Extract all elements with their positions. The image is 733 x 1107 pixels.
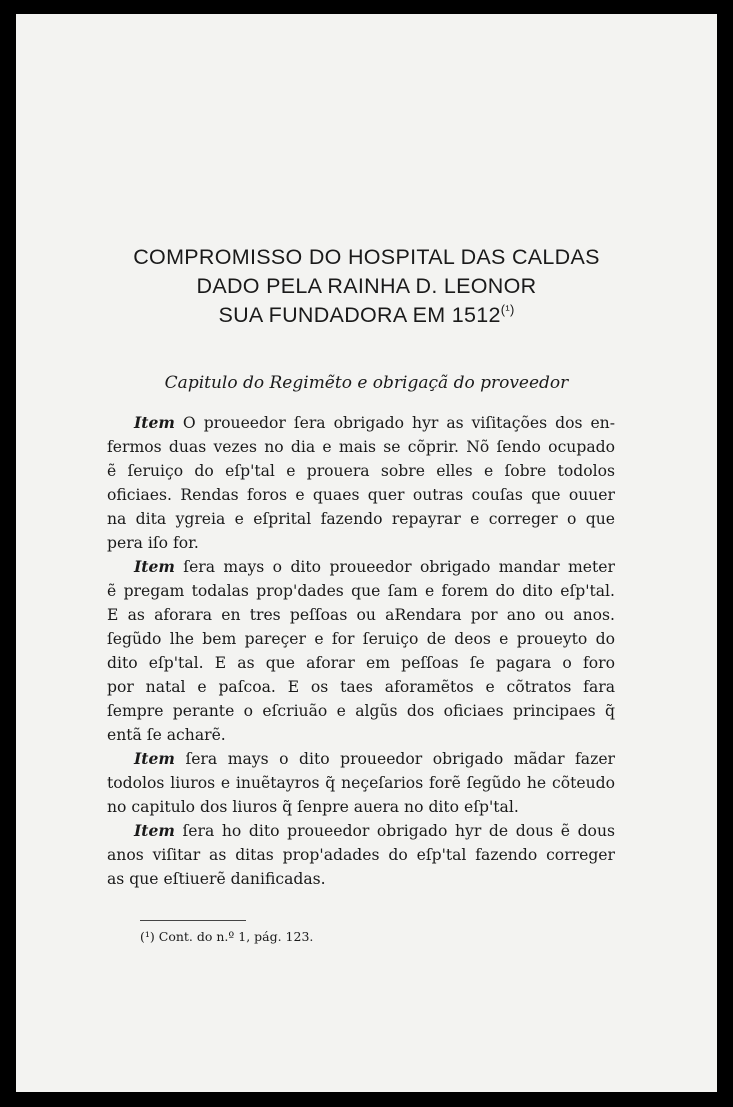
title-footnote-mark: (¹) — [500, 301, 515, 317]
chapter-heading: Capitulo do Regimẽto e obrigaçã do proveedor — [164, 373, 569, 393]
paragraph-2-line-1: Item ſera mays o dito proueedor obrigado mandar meter — [134, 557, 615, 576]
paragraph-4-line-1: Item ſera ho dito proueedor obrigado hyr de dous ẽ dous — [134, 821, 615, 840]
title-line-2: DADO PELA RAINHA D. LEONOR — [196, 274, 537, 298]
item-label: Item — [134, 413, 175, 432]
title-line-1: COMPROMISSO DO HOSPITAL DAS CALDAS — [133, 245, 600, 269]
footnote-mark: (¹) — [140, 929, 155, 944]
paragraph-4-line-2: anos viſitar as ditas prop'adades do eſp'tal fazendo correger — [107, 846, 615, 864]
document-title — [16, 243, 717, 330]
paragraph-2-line-4: ſegũdo lhe bem pareçer e for ſeruiço de deos e proueyto do — [107, 630, 615, 648]
paragraph-1-line-5: na dita ygreia e eſprital fazendo repayrar e correger o que — [107, 510, 615, 528]
paragraph-2-line-5: dito eſp'tal. E as que aforar em peſſoas ſe pagara o foro — [107, 654, 615, 672]
footnote — [140, 929, 313, 944]
title-line-3 — [16, 301, 717, 330]
document-page — [16, 14, 717, 1092]
title-line-3-text: SUA FUNDADORA EM 1512 — [218, 303, 501, 327]
item-label: Item — [134, 821, 175, 840]
item-label: Item — [134, 557, 175, 576]
paragraph-3-line-1: Item ſera mays o dito proueedor obrigado mãdar fazer — [134, 749, 616, 768]
paragraph-1-line-6: pera iſo for. — [107, 534, 199, 552]
paragraph-2-line-3: E as aforara en tres peſſoas ou aRendara por ano ou anos. — [107, 606, 615, 624]
paragraph-4-line-3: as que eſtiuerẽ danificadas. — [107, 870, 326, 888]
paragraph-1-line-4: oficiaes. Rendas foros e quaes quer outras couſas que ouuer — [107, 486, 615, 504]
paragraph-3-line-2: todolos liuros e inuẽtayros q̃ neçeſarios forẽ ſegũdo he cõteudo — [107, 774, 615, 792]
footnote-rule — [140, 920, 246, 921]
paragraph-1-line-3: ẽ ſeruiço do eſp'tal e prouera sobre elles e ſobre todolos — [107, 462, 615, 480]
paragraph-2-line-2: ẽ pregam todalas prop'dades que ſam e forem do dito eſp'tal. — [107, 582, 615, 600]
paragraph-2-line-8: entã ſe acharẽ. — [107, 726, 226, 744]
item-label: Item — [134, 749, 175, 768]
paragraph-1-line-2: fermos duas vezes no dia e mais se cõprir. Nõ ſendo ocupado — [107, 438, 615, 456]
paragraph-2-line-7: ſempre perante o eſcriuão e algũs dos oficiaes principaes q̃ — [107, 702, 615, 720]
paragraph-1-line-1: Item O proueedor ſera obrigado hyr as viſitações dos en- — [134, 413, 615, 432]
paragraph-2-line-6: por natal e paſcoa. E os taes aforamẽtos e cõtratos fara — [107, 678, 615, 696]
footnote-text: Cont. do n.º 1, pág. 123. — [158, 929, 314, 944]
body-text — [107, 411, 615, 891]
paragraph-3-line-3: no capitulo dos liuros q̃ ſenpre auera no dito eſp'tal. — [107, 798, 519, 816]
